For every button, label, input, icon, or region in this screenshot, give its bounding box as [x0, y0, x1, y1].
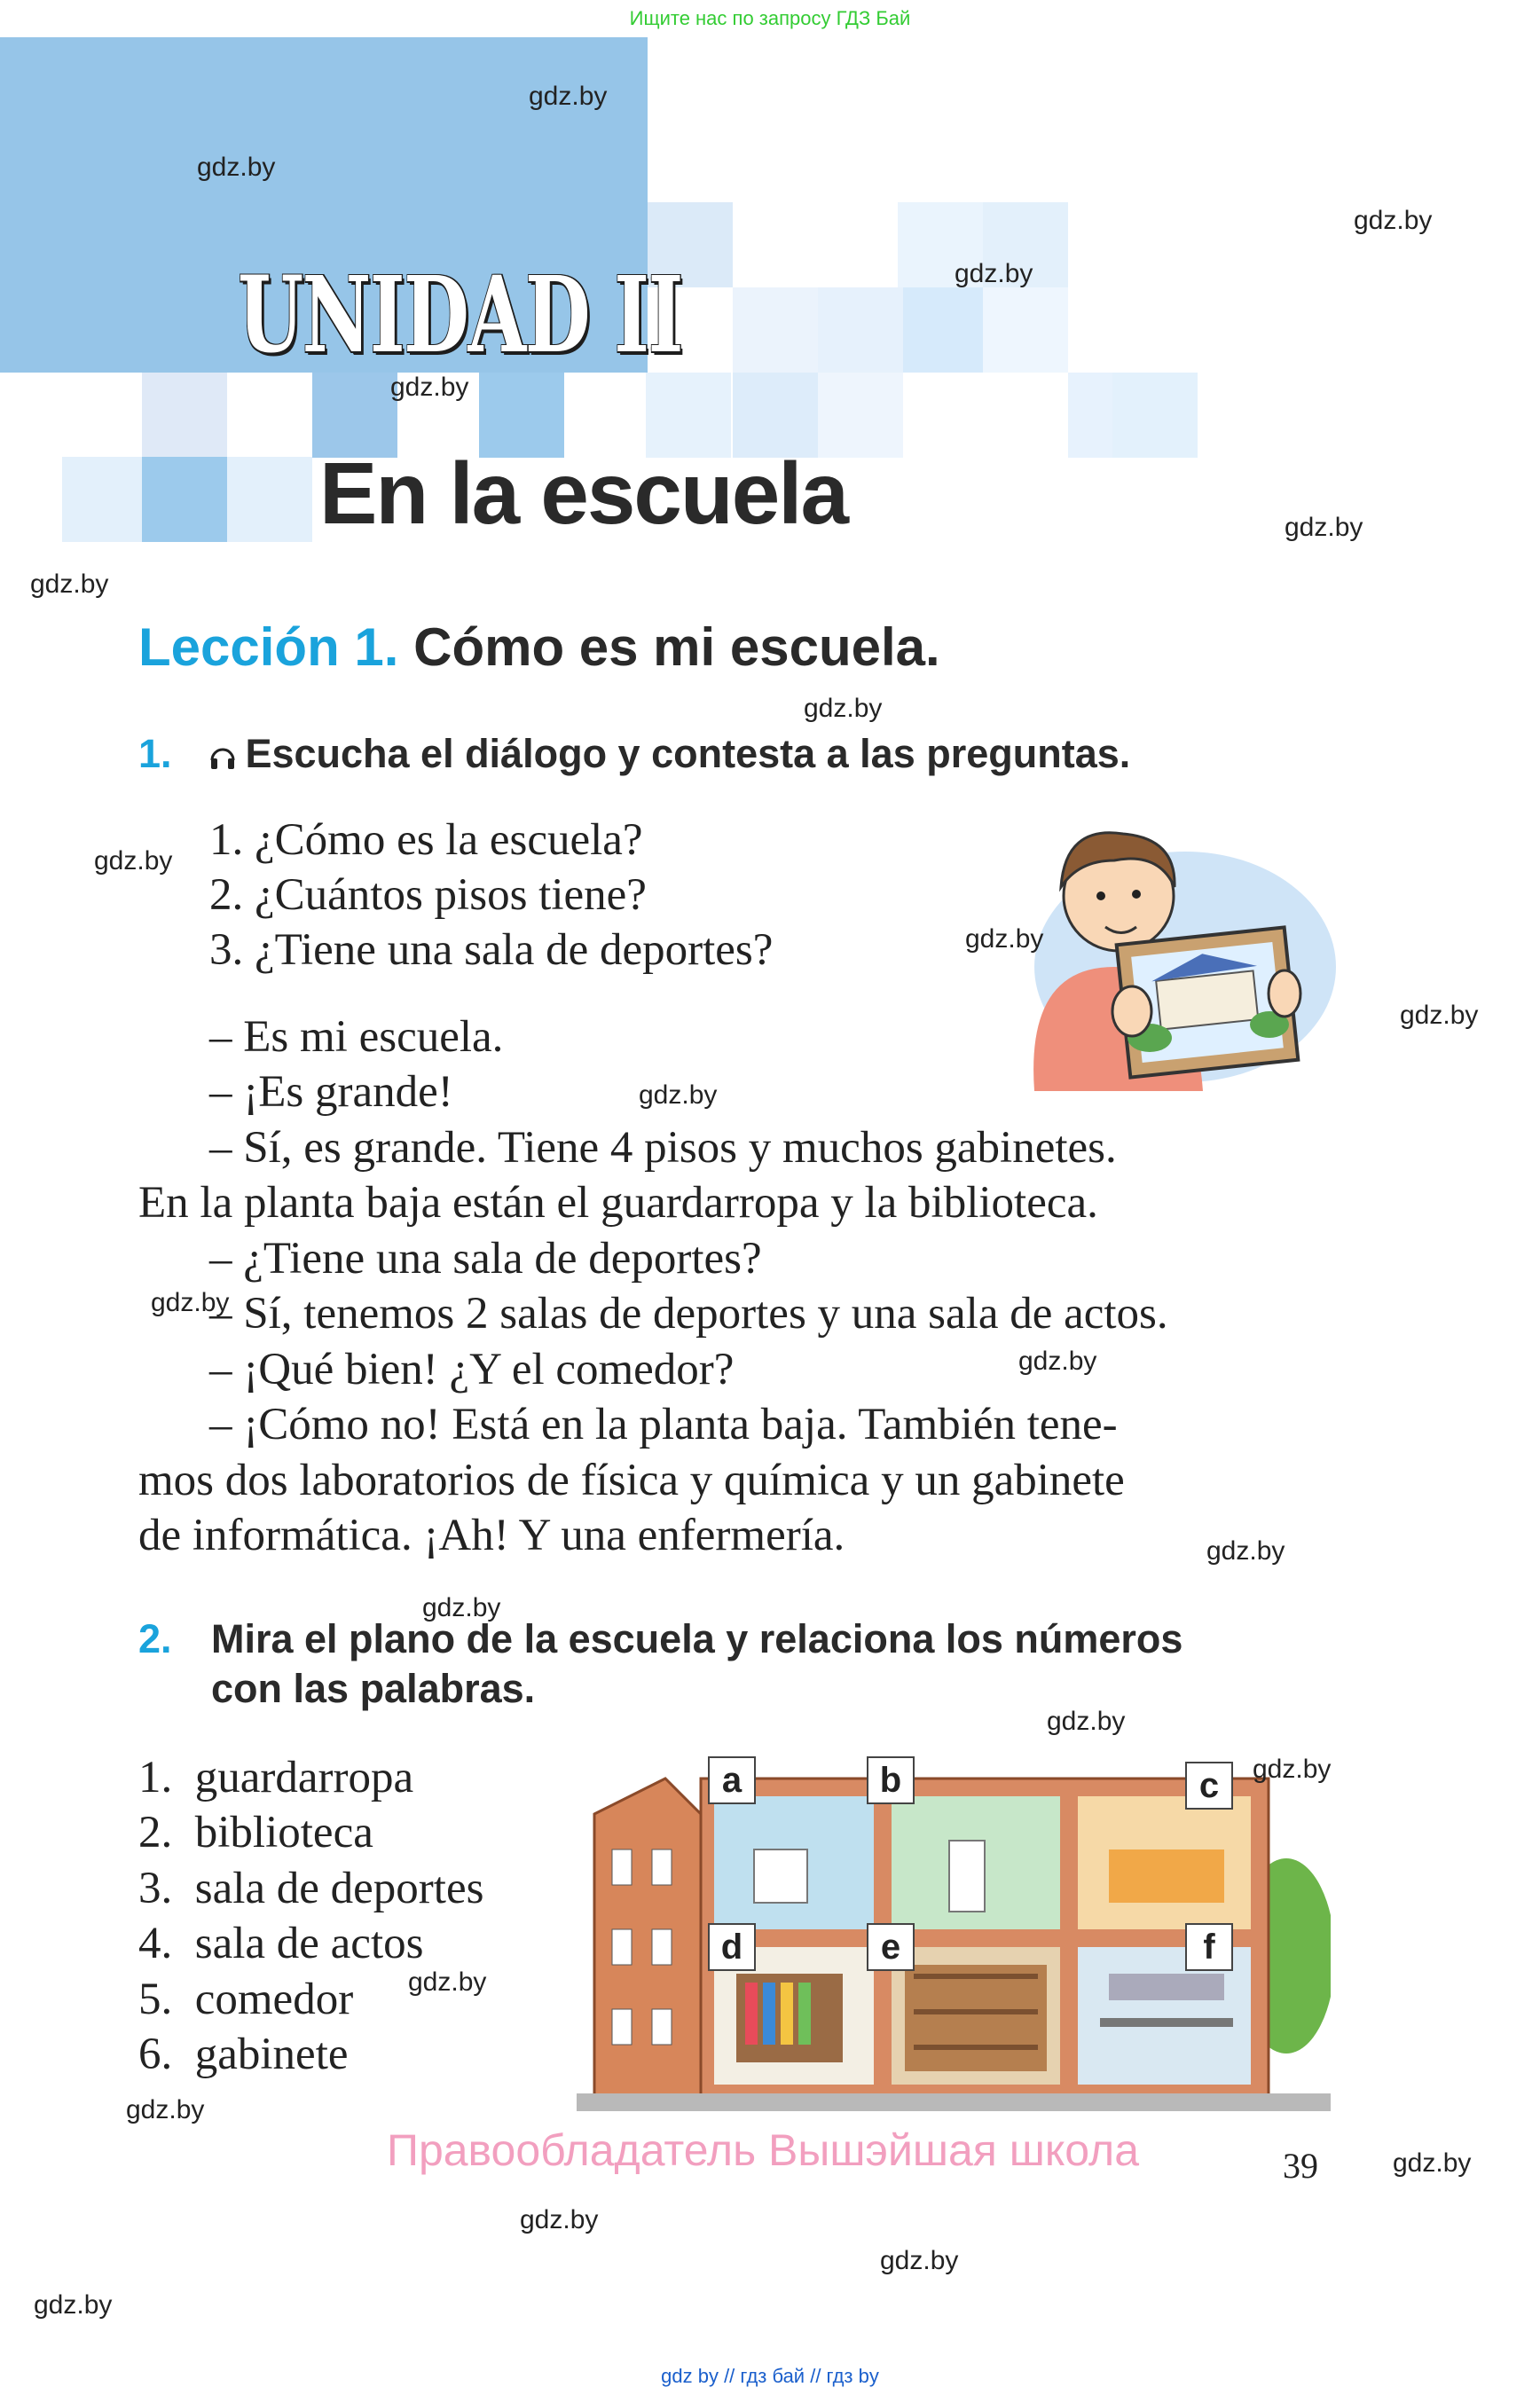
question-1: 1. ¿Cómo es la escuela?: [209, 815, 643, 865]
watermark: gdz.by: [30, 569, 109, 599]
watermark: gdz.by: [1018, 1347, 1097, 1376]
plan-label-a: a: [708, 1756, 756, 1804]
footer-links: gdz by // гдз бай // гдз by: [661, 2365, 879, 2387]
header-tile: [227, 457, 312, 542]
watermark: gdz.by: [1253, 1755, 1332, 1784]
room-item-1: 1. guardarropa: [138, 1753, 414, 1802]
chapter-title: En la escuela: [319, 444, 848, 542]
watermark: gdz.by: [408, 1967, 487, 1997]
dialogue-line-6: – Sí, tenemos 2 salas de deportes y una sala de actos.: [209, 1289, 1168, 1339]
watermark: gdz.by: [151, 1288, 230, 1317]
question-2: 2. ¿Cuántos pisos tiene?: [209, 870, 647, 920]
dialogue-line-3: – Sí, es grande. Tiene 4 pisos y muchos gabinetes.: [209, 1123, 1117, 1173]
room-item-5: 5. comedor: [138, 1975, 354, 2024]
watermark: gdz.by: [1285, 513, 1363, 542]
copyright-notice: Правообладатель Вышэйшая школа: [387, 2125, 1139, 2175]
watermark: gdz.by: [1354, 206, 1433, 235]
header-tile: [142, 457, 227, 542]
watermark: gdz.by: [529, 82, 608, 111]
dialogue-line-2: – ¡Es grande!: [209, 1067, 453, 1117]
plan-label-c: c: [1185, 1762, 1233, 1810]
exercise-2-heading: [138, 1616, 172, 1662]
dialogue-line-10: de informática. ¡Ah! Y una enfermería.: [138, 1511, 845, 1560]
watermark: gdz.by: [1047, 1707, 1126, 1736]
lesson-heading: [138, 616, 940, 678]
dialogue-line-4: En la planta baja están el guardarropa y la biblioteca.: [138, 1178, 1098, 1228]
header-tile: [142, 373, 227, 458]
watermark: gdz.by: [965, 924, 1044, 954]
dialogue-line-5: – ¿Tiene una sala de deportes?: [209, 1234, 762, 1284]
dialogue-line-1: – Es mi escuela.: [209, 1012, 504, 1062]
room-item-2: 2. biblioteca: [138, 1808, 373, 1857]
watermark: gdz.by: [197, 153, 276, 182]
room-item-6: 6. gabinete: [138, 2030, 349, 2079]
exercise-1-instruction: Escucha el diálogo y contesta a las preguntas.: [245, 731, 1131, 776]
exercise-2-number: 2.: [138, 1616, 172, 1661]
header-tile: [983, 287, 1068, 373]
watermark: gdz.by: [1206, 1536, 1285, 1566]
question-3: 3. ¿Tiene una sala de deportes?: [209, 925, 774, 975]
headphones-icon: [209, 742, 236, 771]
watermark: gdz.by: [390, 373, 469, 402]
lesson-title: Cómo es mi escuela.: [413, 617, 940, 677]
unit-title: UNIDAD II: [238, 253, 682, 376]
plan-label-b: b: [867, 1756, 915, 1804]
watermark: gdz.by: [639, 1080, 718, 1110]
watermark: gdz.by: [1393, 2148, 1472, 2178]
dialogue-line-8: – ¡Cómo no! Está en la planta baja. También tene-: [209, 1400, 1118, 1449]
watermark: gdz.by: [955, 259, 1033, 288]
dialogue-line-7: – ¡Qué bien! ¿Y el comedor?: [209, 1345, 735, 1394]
watermark: gdz.by: [880, 2246, 959, 2275]
watermark: gdz.by: [94, 846, 173, 876]
lesson-number: Lección 1.: [138, 617, 399, 677]
watermark: gdz.by: [422, 1593, 501, 1622]
header-tile: [898, 287, 983, 373]
watermark: gdz.by: [1400, 1001, 1479, 1030]
watermark: gdz.by: [804, 694, 883, 723]
room-item-4: 4. sala de actos: [138, 1919, 424, 1968]
exercise-1-heading: [138, 731, 1130, 777]
header-tile: [818, 287, 903, 373]
header-tile: [62, 457, 142, 542]
page-number: 39: [1283, 2146, 1318, 2186]
watermark: gdz.by: [520, 2205, 599, 2234]
watermark: gdz.by: [126, 2095, 205, 2124]
header-tile: [1112, 373, 1198, 458]
exercise-2-instruction-line-1: Mira el plano de la escuela y relaciona los números: [211, 1616, 1183, 1661]
header-tile: [733, 287, 818, 373]
top-banner: Ищите нас по запросу ГДЗ Бай: [629, 7, 911, 29]
plan-label-e: e: [867, 1923, 915, 1971]
plan-label-d: d: [708, 1923, 756, 1971]
exercise-1-number: 1.: [138, 731, 172, 776]
room-item-3: 3. sala de deportes: [138, 1864, 484, 1913]
exercise-2-instruction-line-2: con las palabras.: [211, 1666, 536, 1711]
plan-label-f: f: [1185, 1923, 1233, 1971]
watermark: gdz.by: [34, 2290, 113, 2320]
dialogue-line-9: mos dos laboratorios de física y química y un gabinete: [138, 1456, 1125, 1505]
